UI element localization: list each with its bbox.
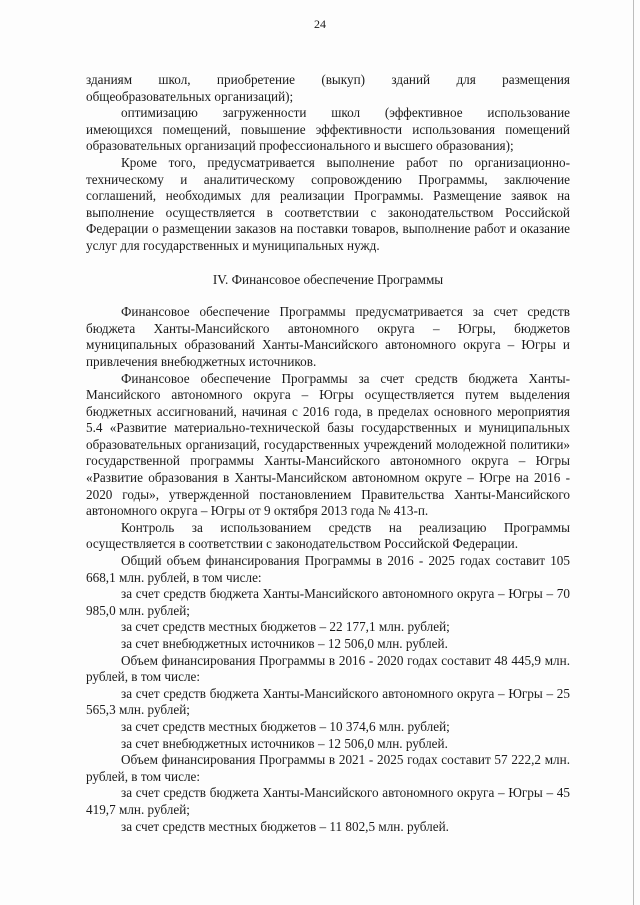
list-item: за счет средств местных бюджетов – 11 802,5 млн. рублей. bbox=[121, 818, 449, 834]
document-body bbox=[86, 72, 570, 835]
list-item: за счет средств местных бюджетов – 22 177,1 млн. рублей; bbox=[121, 619, 450, 635]
list-item: за счет внебюджетных источников – 12 506,0 млн. рублей. bbox=[121, 636, 448, 651]
paragraph: Финансовое обеспечение Программы предусматривается за счет средств бюджета Ханты-Мансийского автономного округа – Югры, бюджетов муниципальных образований Ханты-Мансийского автономного округа – Югры и привлечения внебюджетных источников. bbox=[86, 304, 570, 369]
paragraph: Объем финансирования Программы в 2016 - 2020 годах составит 48 445,9 млн. рублей, в том числе: bbox=[86, 652, 570, 685]
section-title: IV. Финансовое обеспечение Программы bbox=[212, 271, 444, 287]
paragraph: Объем финансирования Программы в 2021 - 2025 годах составит 57 222,2 млн. рублей, в том числе: bbox=[86, 752, 570, 784]
paragraph-line: оптимизацию загруженности школ (эффективное использование bbox=[121, 105, 570, 121]
paragraph-line: общеобразовательных организаций); bbox=[86, 88, 294, 104]
page-edge bbox=[633, 0, 634, 905]
list-item: за счет средств бюджета Ханты-Мансийского автономного округа – Югры – 70 985,0 млн. рублей; bbox=[86, 586, 570, 618]
list-item: за счет средств местных бюджетов – 10 374,6 млн. рублей; bbox=[121, 718, 450, 734]
list-item: за счет средств бюджета Ханты-Мансийского автономного округа – Югры – 25 565,3 млн. рублей; bbox=[86, 685, 570, 718]
paragraph: Общий объем финансирования Программы в 2016 - 2025 годах составит 105 668,1 млн. рублей, в том числе: bbox=[86, 553, 570, 585]
paragraph: Кроме того, предусматривается выполнение работ по организационно-техническому и аналитическому сопровождению Программы, заключение соглашений, необходимых для реализации Программы. Размещение заявок на выполнение осуществляется в соответствии с законодательством Российской Федерации о размещении заказов на поставки товаров, выполнение работ и оказание услуг для государственных и муниципальных нужд. bbox=[86, 154, 570, 253]
paragraph-line: имеющихся помещений, повышение эффективности использования помещений образовательных организаций профессионального и высшего образования); bbox=[86, 121, 570, 154]
list-item: за счет внебюджетных источников – 12 506,0 млн. рублей. bbox=[121, 735, 448, 751]
paragraph: Финансовое обеспечение Программы за счет средств бюджета Ханты-Мансийского автономного округа – Югры осуществляется путем выделения бюджетных ассигнований, начиная с 2016 года, в пределах основного мероприятия 5.4 «Развитие материально-технической базы государственных и муниципальных образовательных организаций, государственных учреждений молодежной политики» государственной программы Ханты-Мансийского автономного округа – Югры «Развитие образования в Ханты-Мансийском автономном округе – Югре на 2016 - 2020 годы», утвержденной постановлением Правительства Ханты-Мансийского автономного округа – Югры от 9 октября 2013 года № 413-п. bbox=[86, 370, 570, 519]
page-number: 24 bbox=[314, 17, 326, 31]
paragraph-line: зданиям школ, приобретение (выкуп) зданий для размещения bbox=[86, 72, 570, 87]
paragraph: Контроль за использованием средств на реализацию Программы осуществляется в соответствии с законодательством Российской Федерации. bbox=[86, 519, 570, 552]
list-item: за счет средств бюджета Ханты-Мансийского автономного округа – Югры – 45 419,7 млн. рублей; bbox=[86, 785, 570, 817]
